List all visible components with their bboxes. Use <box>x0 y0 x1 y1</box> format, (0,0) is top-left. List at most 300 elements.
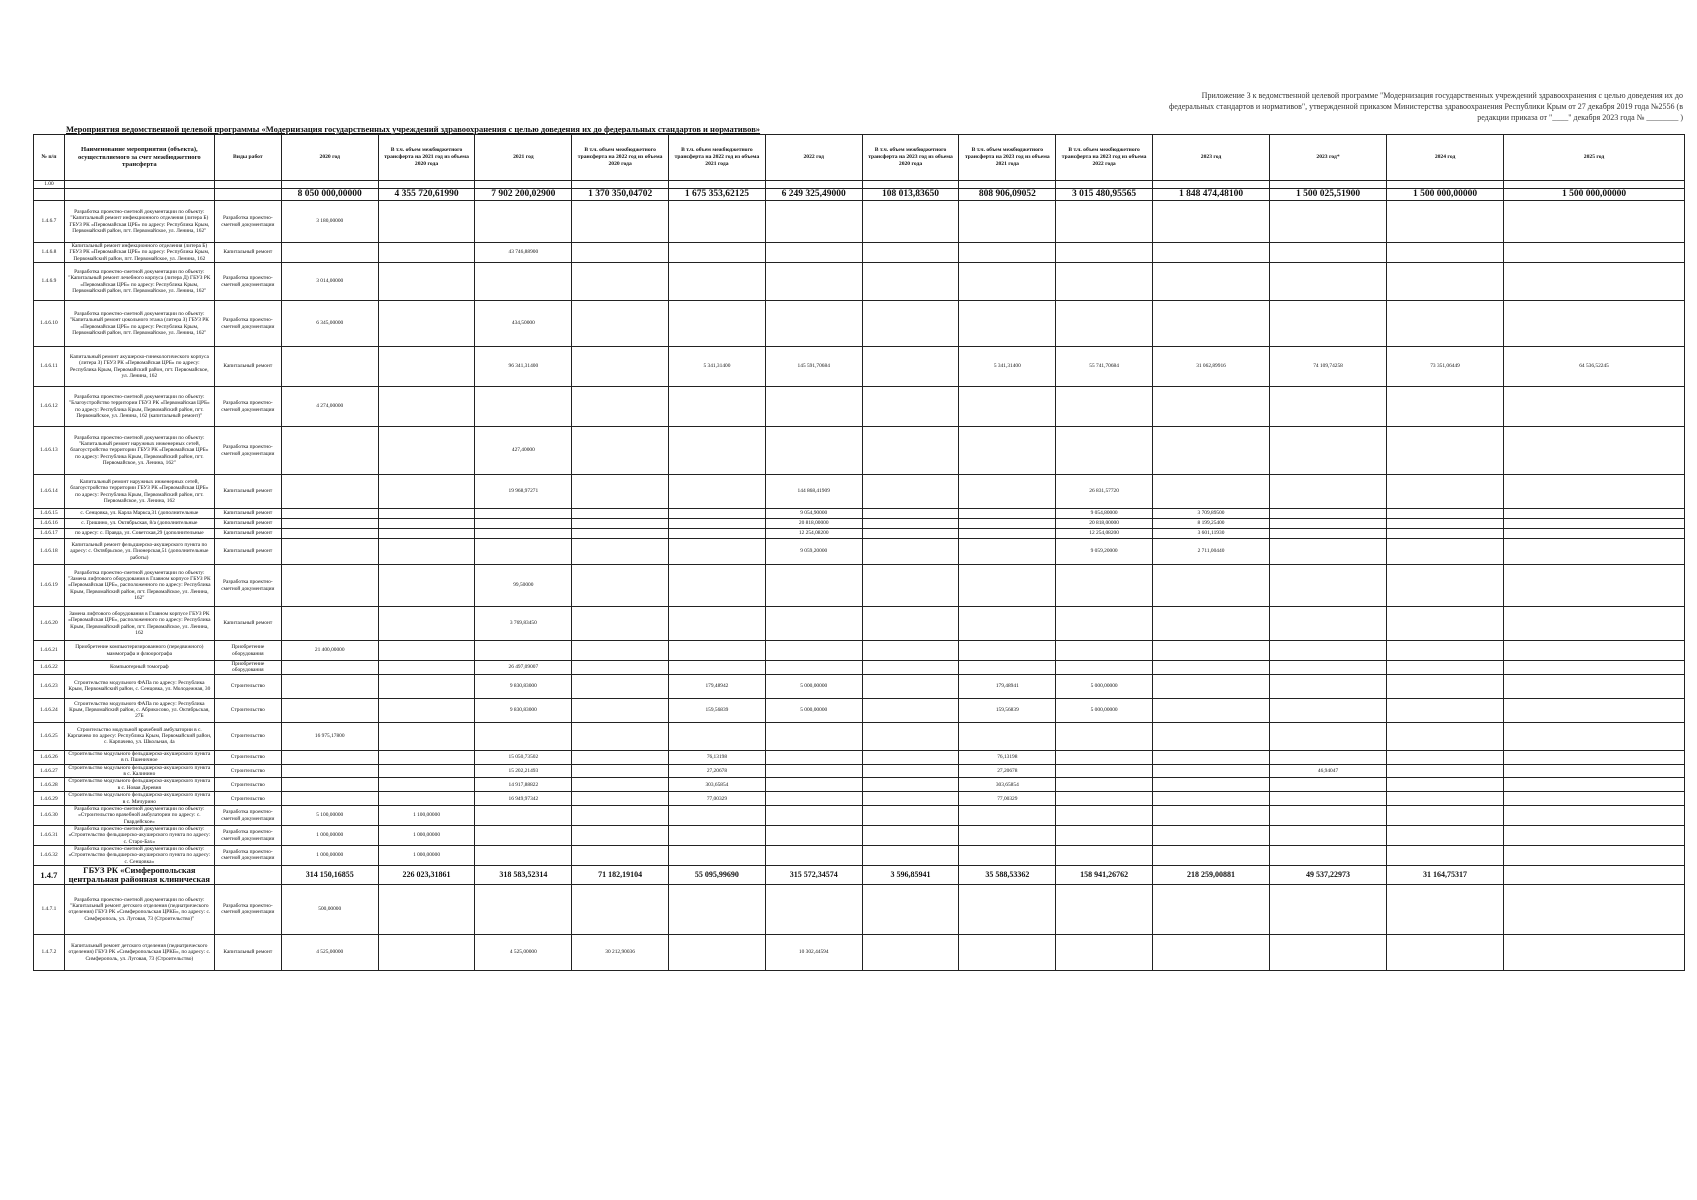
row-number: 1.4.6.21 <box>34 641 65 661</box>
total-value: 1 848 474,48100 <box>1153 189 1270 201</box>
amount-cell <box>669 641 766 661</box>
amount-cell <box>765 641 862 661</box>
col-header: В т.ч. объем межбюджетного трансферта на 2023 год из объема 2021 года <box>959 135 1056 181</box>
amount-cell <box>765 263 862 301</box>
amount-cell <box>1504 698 1685 722</box>
amount-cell <box>1387 641 1504 661</box>
amount-cell <box>1270 607 1387 641</box>
amount-cell <box>378 674 475 698</box>
work-type: Разработка проектно-сметной документации <box>214 301 281 347</box>
amount-cell <box>959 539 1056 565</box>
amount-cell <box>572 884 669 934</box>
amount-cell <box>1153 263 1270 301</box>
amount-cell <box>862 565 959 607</box>
amount-cell <box>281 778 378 792</box>
amount-cell <box>959 565 1056 607</box>
object-name: Разработка проектно-сметной документации по объекту: "Замена лифтового оборудования в Главном корпусе ГБУЗ РК «Первомайская ЦРБ», расположенного по адресу: Республика Крым, Первомайский район, пгт. Первомайское, ул. Ленина, 162" <box>64 565 214 607</box>
row-number: 1.4.6.26 <box>34 750 65 764</box>
empty-cell <box>1153 181 1270 189</box>
amount-cell: 5 000,00000 <box>1056 698 1153 722</box>
amount-cell <box>1504 778 1685 792</box>
amount-cell: 303,65854 <box>669 778 766 792</box>
amount-cell: 9 054,80000 <box>1056 509 1153 519</box>
row-number: 1.4.6.28 <box>34 778 65 792</box>
amount-cell <box>378 529 475 539</box>
amount-cell: 16 949,97342 <box>475 792 572 806</box>
work-type: Разработка проектно-сметной документации <box>214 427 281 475</box>
amount-cell <box>281 750 378 764</box>
amount-cell <box>1387 263 1504 301</box>
amount-cell <box>669 934 766 970</box>
amount-cell: 55 741,70684 <box>1056 347 1153 387</box>
work-type: Строительство <box>214 674 281 698</box>
row-number: 1.4.6.32 <box>34 845 65 865</box>
amount-cell <box>862 347 959 387</box>
amount-cell <box>1056 565 1153 607</box>
table-row <box>34 934 1685 970</box>
amount-cell: 76,13198 <box>959 750 1056 764</box>
amount-cell <box>1153 427 1270 475</box>
amount-cell <box>959 641 1056 661</box>
amount-cell <box>1056 934 1153 970</box>
amount-cell <box>765 427 862 475</box>
amount-cell <box>1387 934 1504 970</box>
amount-cell <box>1270 698 1387 722</box>
amount-cell <box>1270 263 1387 301</box>
object-name: Приобретение компьютеризированного (передвижного) маммографа и флюорографа <box>64 641 214 661</box>
amount-cell <box>765 884 862 934</box>
amount-cell <box>1504 201 1685 243</box>
amount-cell <box>959 301 1056 347</box>
table-row <box>34 750 1685 764</box>
amount-cell: 9 830,83000 <box>475 698 572 722</box>
amount-cell: 158 941,26762 <box>1056 865 1153 884</box>
amount-cell <box>1153 806 1270 826</box>
amount-cell <box>378 243 475 263</box>
object-name: Разработка проектно-сметной документации по объекту: "Капитальный ремонт детского отделения (педиатрического отделения) ГБУЗ РК «Симферопольская ЦРКБ», по адресу: с. Симферополь, ул. Луговая, 73 (Строительство)" <box>64 884 214 934</box>
amount-cell <box>572 792 669 806</box>
work-type: Капитальный ремонт <box>214 475 281 509</box>
object-name: Разработка проектно-сметной документации по объекту: "Капитальный ремонт лечебного корпуса (литера Д) ГБУЗ РК «Первомайская ЦРБ» по адресу: Республика Крым, Первомайский район, пгт. Первомайское, ул. Ленина, 162" <box>64 263 214 301</box>
amount-cell <box>959 607 1056 641</box>
amount-cell: 3 596,85941 <box>862 865 959 884</box>
amount-cell <box>669 539 766 565</box>
amount-cell <box>1504 565 1685 607</box>
object-name: Строительство модульной врачебной амбулатории в с. Карпачево по адресу: Республика Крым, Первомайский район, с. Карпачево, ул. Школьная, 4а <box>64 722 214 750</box>
amount-cell <box>1270 884 1387 934</box>
table-row <box>34 565 1685 607</box>
table-row <box>34 698 1685 722</box>
amount-cell <box>572 301 669 347</box>
total-value: 4 355 720,61990 <box>378 189 475 201</box>
amount-cell <box>1270 301 1387 347</box>
object-name: с. Гришино, ул. Октябрьская, 8/а (дополнительные <box>64 519 214 529</box>
amount-cell: 31 062,89916 <box>1153 347 1270 387</box>
amount-cell <box>1153 607 1270 641</box>
amount-cell: 500,00000 <box>281 884 378 934</box>
amount-cell: 315 572,34574 <box>765 865 862 884</box>
amount-cell <box>572 607 669 641</box>
amount-cell <box>1504 519 1685 529</box>
col-header: В т.ч. объем межбюджетного трансферта на 2022 год из объема 2020 года <box>572 135 669 181</box>
work-type: Разработка проектно-сметной документации <box>214 826 281 846</box>
amount-cell <box>378 427 475 475</box>
work-type: Капитальный ремонт <box>214 607 281 641</box>
amount-cell <box>1153 750 1270 764</box>
amount-cell <box>1270 674 1387 698</box>
amount-cell <box>281 529 378 539</box>
amount-cell: 144 868,41909 <box>765 475 862 509</box>
row-number: 1.4.6.27 <box>34 764 65 778</box>
amount-cell <box>378 661 475 675</box>
amount-cell: 27,20678 <box>959 764 1056 778</box>
amount-cell <box>572 347 669 387</box>
amount-cell: 99,50000 <box>475 565 572 607</box>
amount-cell: 9 059,20000 <box>765 539 862 565</box>
amount-cell <box>1504 427 1685 475</box>
amount-cell <box>1153 301 1270 347</box>
amount-cell <box>378 263 475 301</box>
amount-cell <box>862 509 959 519</box>
amount-cell <box>475 826 572 846</box>
amount-cell <box>475 884 572 934</box>
amount-cell <box>572 722 669 750</box>
amount-cell <box>475 201 572 243</box>
amount-cell <box>862 641 959 661</box>
amount-cell: 71 182,19104 <box>572 865 669 884</box>
amount-cell <box>669 263 766 301</box>
amount-cell <box>1153 764 1270 778</box>
amount-cell <box>1270 806 1387 826</box>
amount-cell <box>1387 529 1504 539</box>
total-value: 1 500 000,00000 <box>1504 189 1685 201</box>
amount-cell <box>765 845 862 865</box>
table-row <box>34 529 1685 539</box>
table-row <box>34 764 1685 778</box>
amount-cell <box>1504 750 1685 764</box>
amount-cell <box>959 722 1056 750</box>
amount-cell: 20 818,00000 <box>765 519 862 529</box>
amount-cell <box>1270 934 1387 970</box>
amount-cell <box>1270 539 1387 565</box>
col-header: В т.ч. объем межбюджетного трансферта на 2023 год из объема 2020 года <box>862 135 959 181</box>
amount-cell <box>1387 387 1504 427</box>
amount-cell <box>959 387 1056 427</box>
object-name: Строительство модульного фельдшерско-акушерского пункта в п. Пшеничное <box>64 750 214 764</box>
amount-cell <box>1153 778 1270 792</box>
row-number: 1.4.6.24 <box>34 698 65 722</box>
amount-cell <box>1056 750 1153 764</box>
subtotal-row <box>34 865 1685 884</box>
amount-cell <box>765 778 862 792</box>
amount-cell <box>1387 806 1504 826</box>
object-name: Капитальный ремонт акушерско-гинекологического корпуса (литера З) ГБУЗ РК «Первомайская ЦРБ» по адресу: Республика Крым, Первомайский район, пгт. Первомайское, ул. Ленина, 162 <box>64 347 214 387</box>
amount-cell <box>1153 475 1270 509</box>
amount-cell <box>1504 884 1685 934</box>
col-header: Виды работ <box>214 135 281 181</box>
row-number: 1.4.6.22 <box>34 661 65 675</box>
amount-cell <box>1504 806 1685 826</box>
amount-cell <box>765 826 862 846</box>
amount-cell <box>1056 845 1153 865</box>
amount-cell: 55 095,99690 <box>669 865 766 884</box>
object-name: Строительство модульного фельдшерско-акушерского пункта в с. Калинино <box>64 764 214 778</box>
amount-cell: 427,40000 <box>475 427 572 475</box>
amount-cell <box>572 826 669 846</box>
row-number: 1.4.6.14 <box>34 475 65 509</box>
object-name: Разработка проектно-сметной документации по объекту: «Строительство фельдшерско-акушерского пункта по адресу: с. Старо-Бах» <box>64 826 214 846</box>
work-type: Разработка проектно-сметной документации <box>214 201 281 243</box>
work-type: Строительство <box>214 792 281 806</box>
amount-cell: 4 525,00000 <box>281 934 378 970</box>
amount-cell <box>669 475 766 509</box>
amount-cell <box>862 387 959 427</box>
amount-cell <box>862 529 959 539</box>
object-name: Строительство модульного фельдшерско-акушерского пункта в с. Новая Деревня <box>64 778 214 792</box>
amount-cell: 8 199,25400 <box>1153 519 1270 529</box>
amount-cell: 1 000,00000 <box>281 826 378 846</box>
amount-cell <box>281 565 378 607</box>
amount-cell <box>1153 845 1270 865</box>
work-type: Капитальный ремонт <box>214 539 281 565</box>
amount-cell <box>1056 201 1153 243</box>
row-number: 1.4.6.25 <box>34 722 65 750</box>
amount-cell <box>669 806 766 826</box>
object-name: Строительство модульного фельдшерско-акушерского пункта в с. Мичурино <box>64 792 214 806</box>
amount-cell <box>1056 661 1153 675</box>
amount-cell <box>1504 607 1685 641</box>
amount-cell <box>1153 661 1270 675</box>
amount-cell <box>378 347 475 387</box>
amount-cell: 5 100,00000 <box>281 806 378 826</box>
row-number: 1.4.6.30 <box>34 806 65 826</box>
amount-cell <box>1153 698 1270 722</box>
table-row <box>34 243 1685 263</box>
amount-cell <box>378 722 475 750</box>
object-name: по адресу: с. Правда, ул. Советская,29 (дополнительные <box>64 529 214 539</box>
table-row <box>34 387 1685 427</box>
amount-cell <box>1153 792 1270 806</box>
work-type: Строительство <box>214 750 281 764</box>
empty-cell <box>959 181 1056 189</box>
col-header: 2023 год* <box>1270 135 1387 181</box>
amount-cell <box>1387 427 1504 475</box>
empty-cell <box>1387 181 1504 189</box>
amount-cell <box>378 934 475 970</box>
amount-cell <box>378 201 475 243</box>
amount-cell: 145 591,70684 <box>765 347 862 387</box>
col-header: В т.ч. объем межбюджетного трансферта на 2021 год из объема 2020 года <box>378 135 475 181</box>
object-name: Строительство модульного ФАПа по адресу: Республика Крым, Первомайский район, с. Абрикосово, ул. Октябрьская, 27Б <box>64 698 214 722</box>
amount-cell <box>572 641 669 661</box>
amount-cell <box>475 509 572 519</box>
amount-cell: 179,48941 <box>959 674 1056 698</box>
work-type: Капитальный ремонт <box>214 529 281 539</box>
amount-cell <box>1504 387 1685 427</box>
amount-cell: 5 000,00000 <box>1056 674 1153 698</box>
row-number: 1.4.6.20 <box>34 607 65 641</box>
amount-cell <box>669 565 766 607</box>
amount-cell <box>1387 509 1504 519</box>
amount-cell: 20 818,00000 <box>1056 519 1153 529</box>
amount-cell <box>862 778 959 792</box>
total-value: 8 050 000,00000 <box>281 189 378 201</box>
amount-cell <box>862 722 959 750</box>
amount-cell <box>1387 778 1504 792</box>
amount-cell: 1 000,00000 <box>281 845 378 865</box>
amount-cell <box>1056 243 1153 263</box>
amount-cell <box>281 674 378 698</box>
amount-cell: 314 150,16855 <box>281 865 378 884</box>
amount-cell <box>1504 641 1685 661</box>
amount-cell <box>572 263 669 301</box>
amount-cell <box>475 263 572 301</box>
amount-cell <box>378 884 475 934</box>
amount-cell <box>1504 243 1685 263</box>
amount-cell <box>1056 764 1153 778</box>
amount-cell <box>1387 661 1504 675</box>
row-number: 1.4.6.19 <box>34 565 65 607</box>
total-value: 7 902 200,02900 <box>475 189 572 201</box>
col-header: В т.ч. объем межбюджетного трансферта на 2023 год из объема 2022 года <box>1056 135 1153 181</box>
amount-cell <box>669 845 766 865</box>
table-row <box>34 845 1685 865</box>
total-value: 108 013,83650 <box>862 189 959 201</box>
row-number: 1.4.6.15 <box>34 509 65 519</box>
amount-cell <box>1270 427 1387 475</box>
amount-cell <box>1270 509 1387 519</box>
amount-cell: 77,00329 <box>669 792 766 806</box>
amount-cell: 318 583,52314 <box>475 865 572 884</box>
amount-cell <box>1387 884 1504 934</box>
amount-cell <box>959 263 1056 301</box>
amount-cell <box>862 539 959 565</box>
row-number: 1.4.7.1 <box>34 884 65 934</box>
table-row <box>34 674 1685 698</box>
amount-cell: 35 588,53362 <box>959 865 1056 884</box>
col-header: В т.ч. объем межбюджетного трансферта на 2022 год из объема 2021 года <box>669 135 766 181</box>
amount-cell: 5 000,00000 <box>765 674 862 698</box>
object-name: Разработка проектно-сметной документации по объекту: «Строительство врачебной амбулатории по адресу: с. Гвардейское» <box>64 806 214 826</box>
row-number: 1.4.7.2 <box>34 934 65 970</box>
amount-cell <box>669 661 766 675</box>
amount-cell <box>959 661 1056 675</box>
object-name: Разработка проектно-сметной документации по объекту: "Капитальный ремонт цокольного этажа (литера З) ГБУЗ РК «Первомайская ЦРБ» по адресу: Республика Крым, Первомайский район, пгт. Первомайское, ул. Ленина, 162" <box>64 301 214 347</box>
amount-cell: 2 711,00440 <box>1153 539 1270 565</box>
col-header: 2021 год <box>475 135 572 181</box>
amount-cell: 74 109,74258 <box>1270 347 1387 387</box>
row-number: 1.4.6.17 <box>34 529 65 539</box>
empty-cell <box>765 181 862 189</box>
row-number: 1.4.6.29 <box>34 792 65 806</box>
empty-cell <box>281 181 378 189</box>
amount-cell <box>1387 539 1504 565</box>
amount-cell <box>1270 792 1387 806</box>
amount-cell <box>959 509 1056 519</box>
amount-cell <box>669 519 766 529</box>
amount-cell <box>862 845 959 865</box>
amount-cell <box>1056 722 1153 750</box>
amount-cell <box>1504 263 1685 301</box>
amount-cell <box>572 475 669 509</box>
amount-cell <box>862 201 959 243</box>
work-type: Разработка проектно-сметной документации <box>214 884 281 934</box>
amount-cell <box>959 243 1056 263</box>
empty-cell <box>64 181 214 189</box>
amount-cell <box>669 884 766 934</box>
amount-cell <box>572 845 669 865</box>
amount-cell <box>572 519 669 529</box>
row-number: 1.4.6.13 <box>34 427 65 475</box>
table-row <box>34 641 1685 661</box>
amount-cell <box>765 301 862 347</box>
amount-cell: 14 917,88822 <box>475 778 572 792</box>
table-row <box>34 301 1685 347</box>
amount-cell <box>281 698 378 722</box>
amount-cell <box>959 884 1056 934</box>
amount-cell <box>1056 778 1153 792</box>
amount-cell <box>862 475 959 509</box>
amount-cell: 19 968,97271 <box>475 475 572 509</box>
object-name: Капитальный ремонт фельдшерско-акушерского пункта по адресу: с. Октябрьское, ул. Пионерская,51 (дополнительные работы) <box>64 539 214 565</box>
amount-cell <box>572 243 669 263</box>
program-table <box>33 134 1685 971</box>
amount-cell: 27,20678 <box>669 764 766 778</box>
work-type: Разработка проектно-сметной документации <box>214 806 281 826</box>
amount-cell <box>378 509 475 519</box>
amount-cell <box>281 475 378 509</box>
amount-cell <box>862 607 959 641</box>
amount-cell <box>1504 539 1685 565</box>
work-type: Разработка проектно-сметной документации <box>214 845 281 865</box>
table-row <box>34 722 1685 750</box>
total-value: 3 015 480,95565 <box>1056 189 1153 201</box>
amount-cell <box>378 764 475 778</box>
total-value: 808 906,09052 <box>959 189 1056 201</box>
table-row <box>34 509 1685 519</box>
empty-cell <box>475 181 572 189</box>
amount-cell <box>1270 243 1387 263</box>
table-row <box>34 806 1685 826</box>
amount-cell <box>572 674 669 698</box>
amount-cell: 21 400,00000 <box>281 641 378 661</box>
table-row <box>34 778 1685 792</box>
table-row <box>34 607 1685 641</box>
header-row <box>34 135 1685 181</box>
amount-cell <box>378 539 475 565</box>
amount-cell <box>572 806 669 826</box>
amount-cell <box>1270 387 1387 427</box>
amount-cell <box>862 427 959 475</box>
amount-cell <box>572 201 669 243</box>
amount-cell <box>572 764 669 778</box>
amount-cell <box>1387 519 1504 529</box>
amount-cell <box>1153 641 1270 661</box>
row-number: 1.4.6.11 <box>34 347 65 387</box>
object-name: Разработка проектно-сметной документации по объекту: «Строительство фельдшерско-акушерского пункта по адресу: с. Сенцовка» <box>64 845 214 865</box>
object-name: с. Сенцовка, ул. Карла Маркса,31 (дополнительные <box>64 509 214 519</box>
amount-cell <box>1056 263 1153 301</box>
amount-cell <box>1504 722 1685 750</box>
amount-cell: 5 341,31400 <box>669 347 766 387</box>
object-name: Капитальный ремонт наружных инженерных сетей, благоустройство территории ГБУЗ РК «Первомайская ЦРБ» по адресу: Республика Крым, Первомайский район, пгт. Первомайское, ул. Ленина, 162 <box>64 475 214 509</box>
amount-cell <box>1153 201 1270 243</box>
amount-cell <box>281 519 378 529</box>
amount-cell <box>862 698 959 722</box>
amount-cell <box>1056 826 1153 846</box>
amount-cell <box>1056 607 1153 641</box>
object-name: Строительство модульного ФАПа по адресу: Республика Крым, Первомайский район, с. Сенцовка, ул. Молодежная, 30 <box>64 674 214 698</box>
